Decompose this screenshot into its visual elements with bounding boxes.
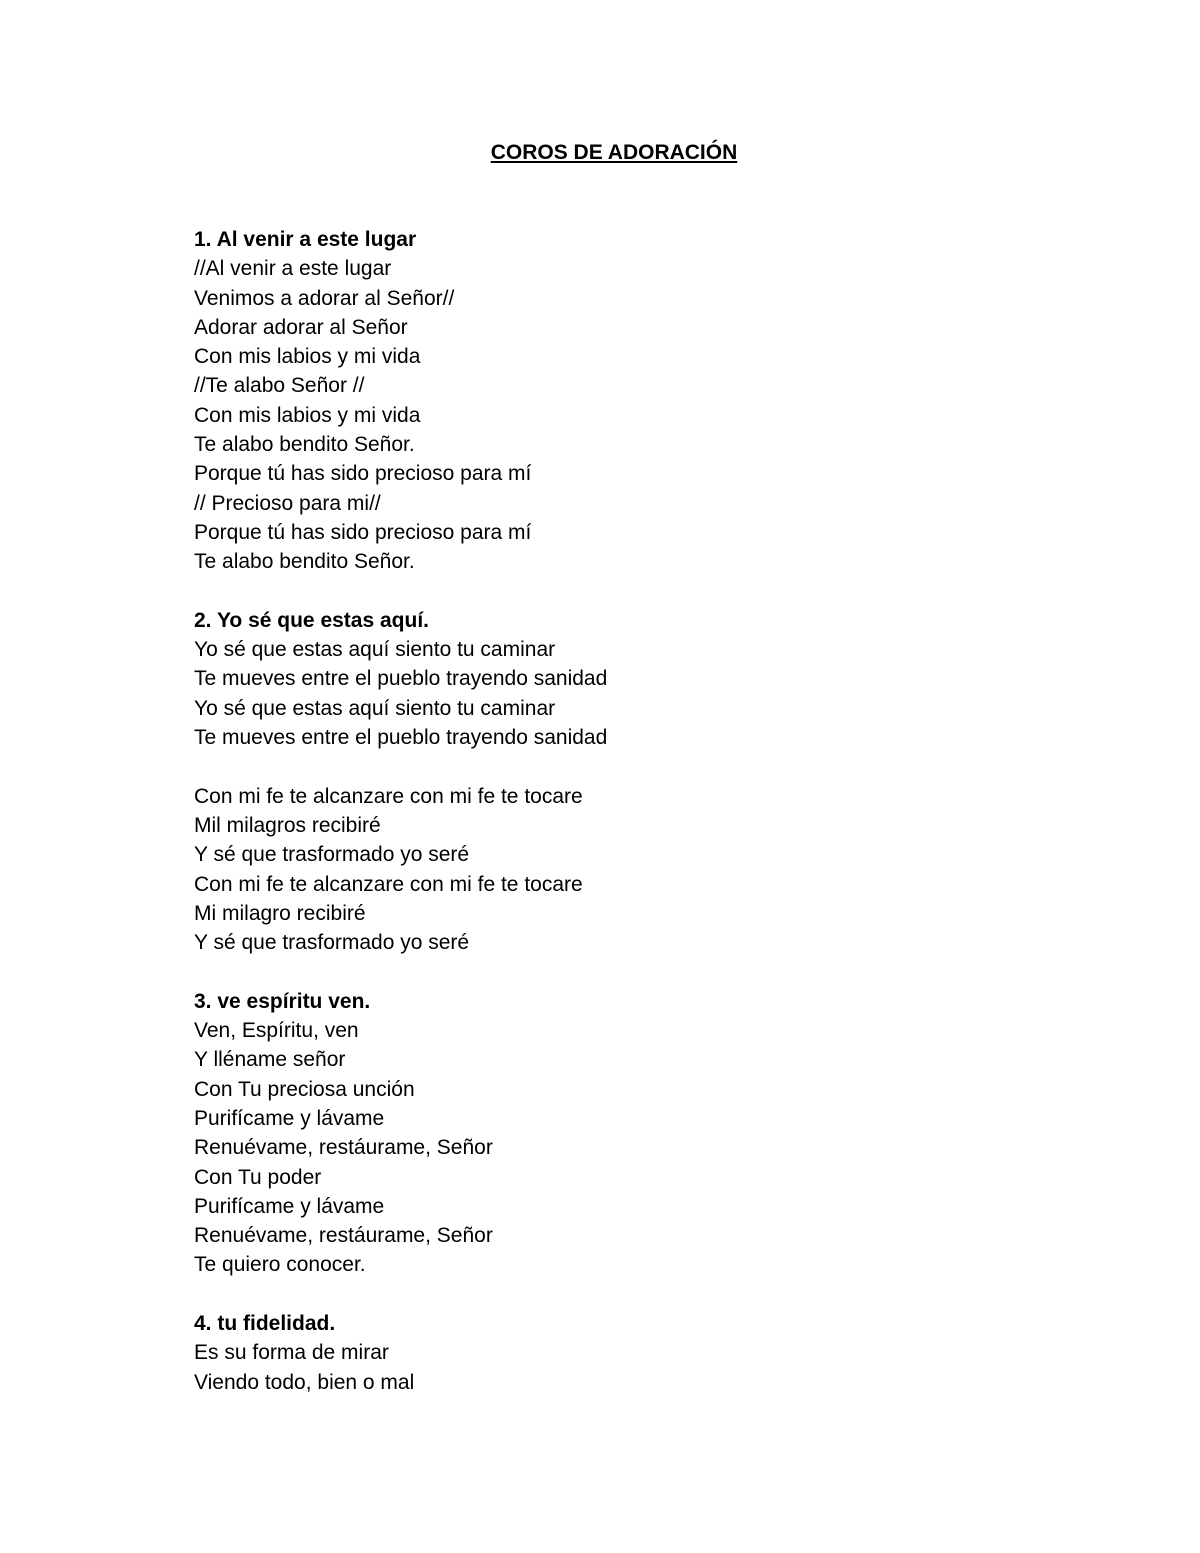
stanza bbox=[194, 254, 1094, 576]
song-section bbox=[194, 987, 1094, 1280]
lyric-line: //Al venir a este lugar bbox=[194, 257, 392, 281]
lyric-line: Te mueves entre el pueblo trayendo sanidad bbox=[194, 726, 608, 750]
lyric-line: Y sé que trasformado yo seré bbox=[194, 931, 470, 955]
lyric-line: Y sé que trasformado yo seré bbox=[194, 843, 470, 867]
lyric-line: Venimos a adorar al Señor// bbox=[194, 286, 455, 310]
lyric-line: Te alabo bendito Señor. bbox=[194, 433, 415, 457]
lyric-line: Te quiero conocer. bbox=[194, 1253, 366, 1277]
lyric-line: Renuévame, restáurame, Señor bbox=[194, 1224, 493, 1248]
lyric-line: Mil milagros recibiré bbox=[194, 813, 381, 837]
lyric-line: Viendo todo, bien o mal bbox=[194, 1370, 415, 1394]
stanza bbox=[194, 635, 1094, 752]
lyric-line: Te mueves entre el pueblo trayendo sanidad bbox=[194, 667, 608, 691]
lyric-line: // Precioso para mi// bbox=[194, 491, 381, 515]
stanza bbox=[194, 782, 1094, 958]
lyric-line: Con mi fe te alcanzare con mi fe te tocare bbox=[194, 784, 583, 808]
lyric-line: Porque tú has sido precioso para mí bbox=[194, 462, 532, 486]
lyric-line: Con Tu poder bbox=[194, 1165, 322, 1189]
lyric-line: Adorar adorar al Señor bbox=[194, 315, 408, 339]
song-section bbox=[194, 1309, 1094, 1397]
song-title: 2. Yo sé que estas aquí. bbox=[194, 608, 429, 632]
lyric-line: Yo sé que estas aquí siento tu caminar bbox=[194, 696, 556, 720]
lyric-line: Con mi fe te alcanzare con mi fe te tocare bbox=[194, 872, 583, 896]
lyric-line: Te alabo bendito Señor. bbox=[194, 550, 415, 574]
stanza bbox=[194, 1338, 1094, 1397]
song-title: 4. tu fidelidad. bbox=[194, 1311, 336, 1335]
lyric-line: Renuévame, restáurame, Señor bbox=[194, 1136, 493, 1160]
song-section bbox=[194, 225, 1094, 577]
song-title: 1. Al venir a este lugar bbox=[194, 228, 417, 251]
lyric-line: Mi milagro recibiré bbox=[194, 901, 366, 925]
lyric-line: Purifícame y lávame bbox=[194, 1194, 385, 1218]
song-title: 3. ve espíritu ven. bbox=[194, 989, 371, 1013]
lyric-line: Y lléname señor bbox=[194, 1048, 346, 1072]
lyric-line: Con mis labios y mi vida bbox=[194, 345, 421, 369]
lyric-line: Ven, Espíritu, ven bbox=[194, 1019, 359, 1043]
lyric-line: Con Tu preciosa unción bbox=[194, 1077, 415, 1101]
lyric-line: Con mis labios y mi vida bbox=[194, 403, 421, 427]
song-list bbox=[194, 225, 1094, 1426]
stanza bbox=[194, 1016, 1094, 1280]
lyric-line: Purifícame y lávame bbox=[194, 1106, 385, 1130]
lyric-line: Porque tú has sido precioso para mí bbox=[194, 520, 532, 544]
lyric-line: Yo sé que estas aquí siento tu caminar bbox=[194, 638, 556, 662]
document-title: COROS DE ADORACIÓN bbox=[490, 141, 738, 164]
song-section bbox=[194, 606, 1094, 958]
lyric-line: Es su forma de mirar bbox=[194, 1341, 389, 1365]
lyric-line: //Te alabo Señor // bbox=[194, 374, 365, 398]
